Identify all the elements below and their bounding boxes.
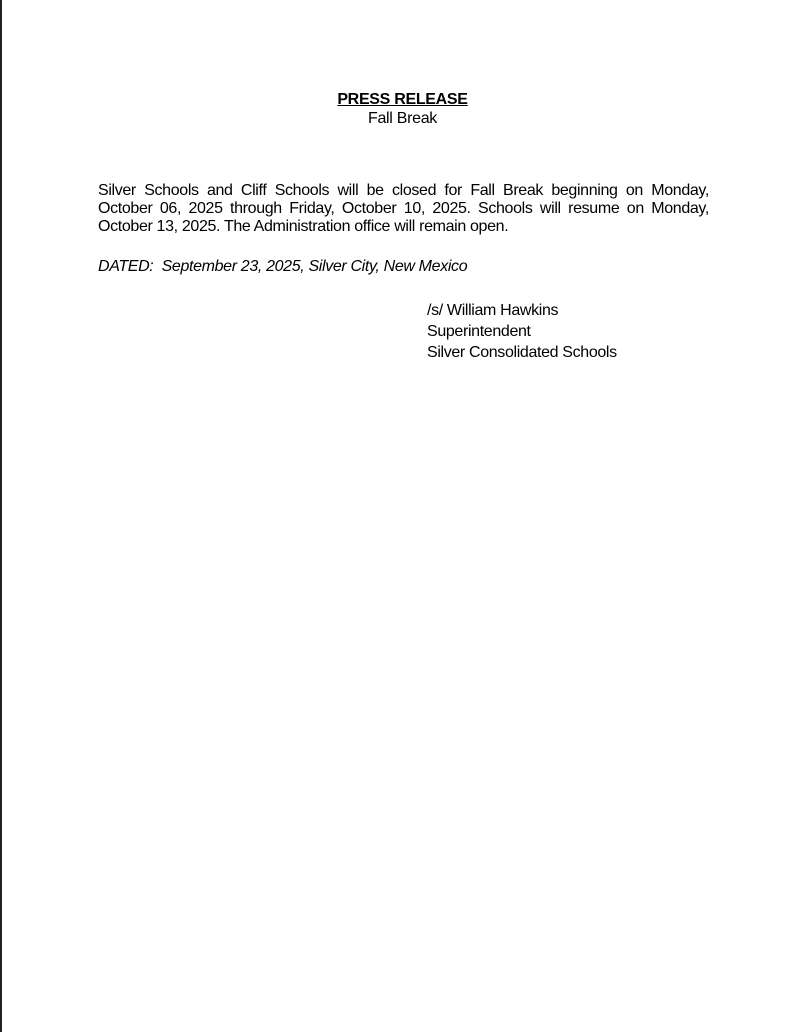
announcement-paragraph: Silver Schools and Cliff Schools will be closed for Fall Break beginning on Monday, October 06, 2025 through Friday, October 10, 2025. Schools will resume on Monday, October 13, 2025. The Administration office will remain open. (98, 182, 709, 235)
signature-organization: Silver Consolidated Schools (427, 344, 617, 361)
signature-name: /s/ William Hawkins (427, 302, 559, 319)
header-block (2, 90, 801, 128)
signature-block (427, 300, 617, 363)
signature-role: Superintendent (427, 323, 531, 340)
dated-line: DATED: September 23, 2025, Silver City, New Mexico (98, 258, 468, 275)
page-subtitle: Fall Break (367, 110, 438, 127)
page-title: PRESS RELEASE (337, 91, 468, 108)
